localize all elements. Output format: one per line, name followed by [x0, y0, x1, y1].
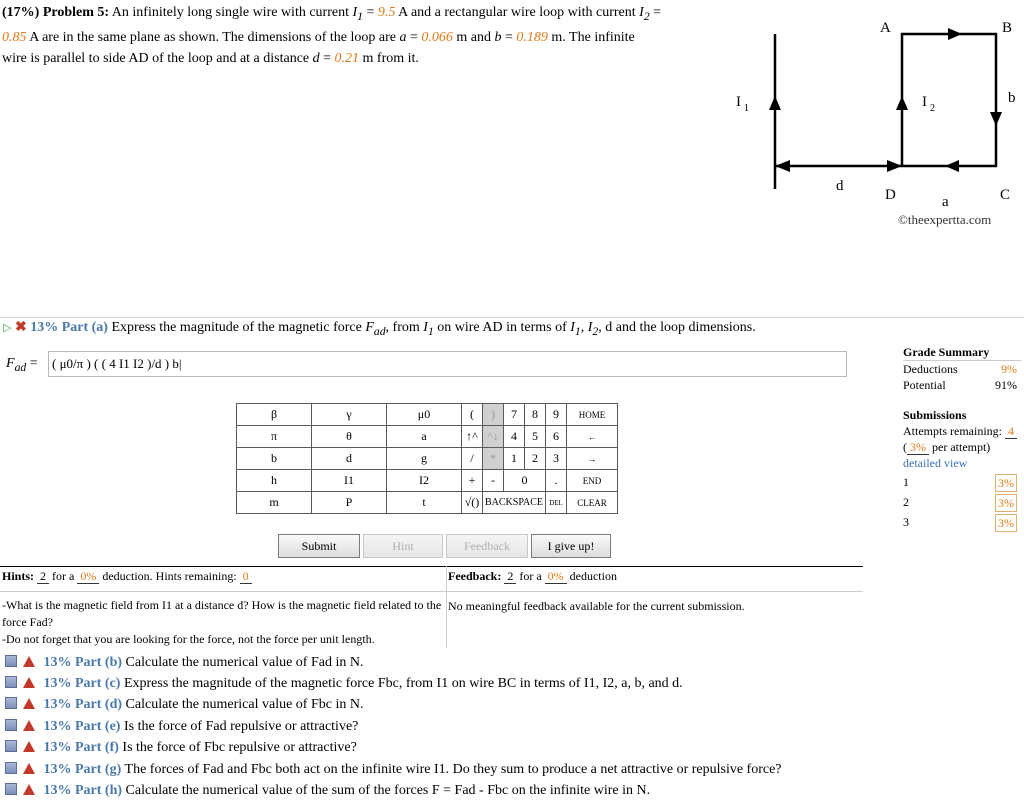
part-a-text4: d and the loop dimensions.	[605, 320, 756, 335]
hints-header	[2, 569, 252, 584]
part-label: 13% Part (f)	[43, 740, 119, 755]
submission-deduction: 3%	[995, 474, 1017, 492]
label-A: A	[880, 20, 891, 36]
label-I2: I	[922, 94, 927, 110]
part-text: Express the magnitude of the magnetic force Fbc, from I1 on wire BC in terms of I1, I2, a, b, and d.	[123, 676, 683, 691]
part-text: Is the force of Fbc repulsive or attractive?	[122, 740, 357, 755]
submission-number: 2	[903, 495, 909, 509]
warning-icon	[23, 677, 35, 688]
part-label: 13% Part (h)	[43, 783, 123, 798]
expand-icon[interactable]	[5, 697, 17, 709]
hint-line: -Do not forget that you are looking for the force, not the force per unit length.	[2, 632, 375, 646]
detailed-view-link[interactable]: detailed view	[903, 456, 968, 470]
loop-arrow-right-icon	[948, 28, 962, 40]
eq-sign: =	[410, 29, 418, 45]
label-D: D	[885, 187, 896, 203]
feedback-deduction-text: deduction	[569, 569, 617, 583]
problem-text: m. The infinite wire is parallel to side AD of the loop and at a distance	[2, 29, 635, 66]
key-clear[interactable]: CLEAR	[567, 492, 618, 514]
problem-statement	[2, 2, 662, 69]
per-attempt-text: per attempt)	[932, 440, 991, 454]
submission-row	[903, 474, 1021, 494]
eq-sign: =	[323, 50, 332, 66]
var-I1-sub: 1	[427, 324, 434, 338]
key-P[interactable]: P	[312, 492, 387, 514]
hints-for-a: for a	[52, 569, 75, 583]
var-I1-sub: 1	[357, 9, 363, 23]
submission-number: 3	[903, 515, 909, 529]
part-row[interactable]	[0, 655, 900, 676]
key-h[interactable]: h	[237, 470, 312, 492]
problem-text: m from it.	[362, 50, 419, 66]
var-I2: I	[587, 320, 593, 335]
part-label: 13% Part (b)	[43, 655, 123, 670]
warning-icon	[23, 656, 35, 667]
part-a-text2: , from	[385, 320, 420, 335]
divider	[0, 566, 863, 567]
problem-text: A are in the same plane as shown. The dimensions of the loop are	[29, 29, 396, 45]
submission-deduction: 3%	[995, 514, 1017, 532]
submission-number: 1	[903, 475, 909, 489]
grade-title: Grade Summary	[903, 345, 990, 359]
feedback-button[interactable]: Feedback	[446, 534, 528, 558]
label-C: C	[1000, 187, 1011, 203]
feedback-count: 2	[504, 569, 516, 584]
expand-icon[interactable]	[5, 740, 17, 752]
label-B: B	[1002, 20, 1013, 36]
key-b[interactable]: b	[237, 448, 312, 470]
part-row[interactable]	[0, 697, 900, 718]
var-I1: I	[352, 5, 358, 20]
part-label: 13% Part (g)	[43, 762, 122, 777]
keypad-row	[237, 404, 618, 426]
eq-sign: =	[366, 5, 375, 20]
loop-arrow-left-icon	[945, 160, 959, 172]
problem-text: An infinitely long single wire with current	[111, 5, 349, 20]
hints-deduction-text: deduction. Hints remaining:	[102, 569, 237, 583]
eq-sign: =	[505, 29, 513, 45]
var-a: a	[399, 29, 407, 45]
eq-sign: =	[653, 5, 662, 20]
part-text: Calculate the numerical value of the sum of the forces F = Fad - Fbc on the infinite wire in N.	[125, 783, 651, 798]
label-d: d	[836, 178, 844, 194]
a-value: 0.066	[421, 29, 453, 45]
part-text: Calculate the numerical value of Fad in N.	[125, 655, 364, 670]
answer-eq: =	[29, 356, 38, 371]
attempts-row	[903, 423, 1021, 439]
part-row[interactable]	[0, 676, 900, 697]
part-row[interactable]	[0, 762, 900, 783]
hint-button[interactable]: Hint	[363, 534, 443, 558]
key-multiply[interactable]: *	[483, 448, 504, 470]
I1-value: 9.5	[377, 5, 396, 20]
var-I2-sub: 2	[643, 9, 650, 23]
key-plus[interactable]: +	[462, 470, 483, 492]
feedback-header	[448, 569, 617, 584]
label-I1-sub: 1	[744, 103, 749, 114]
key-left-arrow[interactable]: ←	[567, 426, 618, 448]
key-gamma[interactable]: γ	[312, 404, 387, 426]
answer-label	[6, 356, 38, 374]
play-icon[interactable]: ▷	[3, 322, 12, 334]
var-F-sub: ad	[373, 324, 386, 338]
label-I2-sub: 2	[930, 103, 935, 114]
key-g[interactable]: g	[387, 448, 462, 470]
key-6[interactable]: 6	[546, 426, 567, 448]
part-a-header: ▷ ✖ 13% Part (a) Express the magnitude of the magnetic force $F_{ad}$, from $I_1$ on wire AD in terms of $I_1$, $I_2$, d and the loop dimensions.	[3, 320, 756, 338]
b-value: 0.189	[516, 29, 548, 45]
deductions-label: Deductions	[903, 362, 958, 376]
part-row[interactable]	[0, 740, 900, 761]
problem-text: A and a rectangular wire loop with current	[398, 5, 636, 20]
feedback-content: No meaningful feedback available for the current submission.	[448, 599, 745, 613]
var-F: F	[365, 320, 374, 335]
x-icon: ✖	[14, 320, 27, 335]
label-b: b	[1008, 90, 1016, 106]
part-label: 13% Part (e)	[43, 719, 121, 734]
attempts-value: 4	[1005, 424, 1017, 439]
key-divide[interactable]: /	[462, 448, 483, 470]
divider-vertical	[446, 566, 447, 648]
key-2[interactable]: 2	[525, 448, 546, 470]
key-mu0[interactable]: μ0	[387, 404, 462, 426]
feedback-for-a: for a	[519, 569, 542, 583]
answer-var-sub: ad	[14, 360, 27, 374]
key-dot[interactable]: .	[546, 470, 567, 492]
divider	[0, 591, 863, 592]
hints-pct: 0%	[77, 569, 99, 584]
var-I2: I	[639, 5, 644, 20]
hints-remaining: 0	[240, 569, 252, 584]
part-row[interactable]	[0, 719, 900, 740]
rect-loop	[902, 34, 996, 166]
feedback-pct: 0%	[545, 569, 567, 584]
key-close-paren[interactable]: )	[483, 404, 504, 426]
grade-summary	[903, 344, 1021, 534]
key-d[interactable]: d	[312, 448, 387, 470]
part-a-text3: on wire AD in terms of	[437, 320, 567, 335]
d-left-arrow-icon	[775, 160, 790, 172]
loop-arrow-up-icon	[896, 96, 908, 110]
key-backspace[interactable]: BACKSPACE	[483, 492, 546, 514]
key-theta[interactable]: θ	[312, 426, 387, 448]
expand-icon[interactable]	[5, 762, 17, 774]
keypad-row	[237, 448, 618, 470]
warning-icon	[23, 720, 35, 731]
answer-input[interactable]	[48, 351, 847, 377]
part-label: 13% Part (d)	[43, 697, 123, 712]
key-5[interactable]: 5	[525, 426, 546, 448]
label-I1: I	[736, 94, 741, 110]
expand-icon[interactable]	[5, 783, 17, 795]
var-I1: I	[423, 320, 428, 335]
expand-icon[interactable]	[5, 676, 17, 688]
submission-deduction: 3%	[995, 494, 1017, 512]
part-label: 13% Part (c)	[43, 676, 121, 691]
copyright-text: ©theexpertta.com	[898, 212, 992, 227]
var-I1: I	[570, 320, 575, 335]
key-right-arrow[interactable]: →	[567, 448, 618, 470]
d-right-arrow-icon	[887, 160, 902, 172]
hints-count: 2	[37, 569, 49, 584]
key-minus[interactable]: -	[483, 470, 504, 492]
key-home[interactable]: HOME	[567, 404, 618, 426]
expand-icon[interactable]	[5, 719, 17, 731]
key-m[interactable]: m	[237, 492, 312, 514]
key-1[interactable]: 1	[504, 448, 525, 470]
potential-label: Potential	[903, 378, 946, 392]
answer-value: ( μ0/π ) ( ( 4 I1 I2 )/d ) b|	[52, 356, 182, 371]
key-open-paren[interactable]: (	[462, 404, 483, 426]
key-8[interactable]: 8	[525, 404, 546, 426]
key-4[interactable]: 4	[504, 426, 525, 448]
potential-row	[903, 377, 1021, 393]
part-a-label: 13% Part (a)	[30, 320, 108, 335]
keypad-table	[236, 403, 618, 514]
potential-value: 91%	[995, 378, 1017, 392]
warning-icon	[23, 784, 35, 795]
key-t[interactable]: t	[387, 492, 462, 514]
submission-row	[903, 514, 1021, 534]
keypad-row	[237, 470, 618, 492]
key-sqrt[interactable]: √()	[462, 492, 483, 514]
problem-text: m and	[456, 29, 492, 45]
wire-loop-diagram	[730, 14, 1024, 234]
key-subscript[interactable]: ^↓	[483, 426, 504, 448]
var-b: b	[494, 29, 502, 45]
hints-content	[2, 597, 442, 648]
part-a-text: Express the magnitude of the magnetic force	[111, 320, 362, 335]
I2-value: 0.85	[2, 29, 27, 45]
problem-header: (17%) Problem 5:	[2, 5, 110, 20]
expand-icon[interactable]	[5, 655, 17, 667]
warning-icon	[23, 763, 35, 774]
hint-line: -What is the magnetic field from I1 at a distance d? How is the magnetic field related to the force Fad?	[2, 598, 442, 629]
key-I1[interactable]: I1	[312, 470, 387, 492]
var-I1-sub: 1	[574, 324, 581, 338]
key-end[interactable]: END	[567, 470, 618, 492]
key-I2[interactable]: I2	[387, 470, 462, 492]
part-text: Is the force of Fad repulsive or attractive?	[123, 719, 359, 734]
hints-label: Hints:	[2, 569, 35, 583]
submit-button[interactable]: Submit	[278, 534, 360, 558]
d-value: 0.21	[334, 50, 360, 66]
part-text: Calculate the numerical value of Fbc in N.	[125, 697, 364, 712]
key-9[interactable]: 9	[546, 404, 567, 426]
key-7[interactable]: 7	[504, 404, 525, 426]
warning-icon	[23, 698, 35, 709]
key-0[interactable]: 0	[504, 470, 546, 492]
answer-var-F: F	[6, 356, 15, 371]
key-del[interactable]: DEL	[546, 492, 567, 514]
key-pi[interactable]: π	[237, 426, 312, 448]
keypad-row	[237, 426, 618, 448]
submission-row	[903, 494, 1021, 514]
per-attempt-pct: 3%	[907, 440, 929, 455]
separator	[0, 317, 1024, 318]
keypad-row	[237, 492, 618, 514]
per-attempt-row: ( 3% per attempt)	[903, 440, 991, 454]
keypad	[236, 403, 618, 514]
attempts-label: Attempts remaining:	[903, 424, 1002, 438]
submissions-title: Submissions	[903, 408, 967, 422]
key-3[interactable]: 3	[546, 448, 567, 470]
key-beta[interactable]: β	[237, 404, 312, 426]
label-a: a	[942, 194, 949, 210]
give-up-button[interactable]: I give up!	[531, 534, 611, 558]
I1-arrow-icon	[769, 96, 781, 110]
key-superscript[interactable]: ↑^	[462, 426, 483, 448]
var-I2-sub: 2	[592, 324, 599, 338]
deductions-value: 9%	[1001, 362, 1017, 376]
warning-icon	[23, 741, 35, 752]
key-a[interactable]: a	[387, 426, 462, 448]
deductions-row	[903, 360, 1021, 377]
feedback-label: Feedback:	[448, 569, 502, 583]
var-d: d	[312, 50, 320, 66]
part-row[interactable]	[0, 783, 900, 804]
loop-arrow-down-icon	[990, 112, 1002, 126]
part-text: The forces of Fad and Fbc both act on the infinite wire I1. Do they sum to produce a net attractive or repulsive force?	[124, 762, 782, 777]
